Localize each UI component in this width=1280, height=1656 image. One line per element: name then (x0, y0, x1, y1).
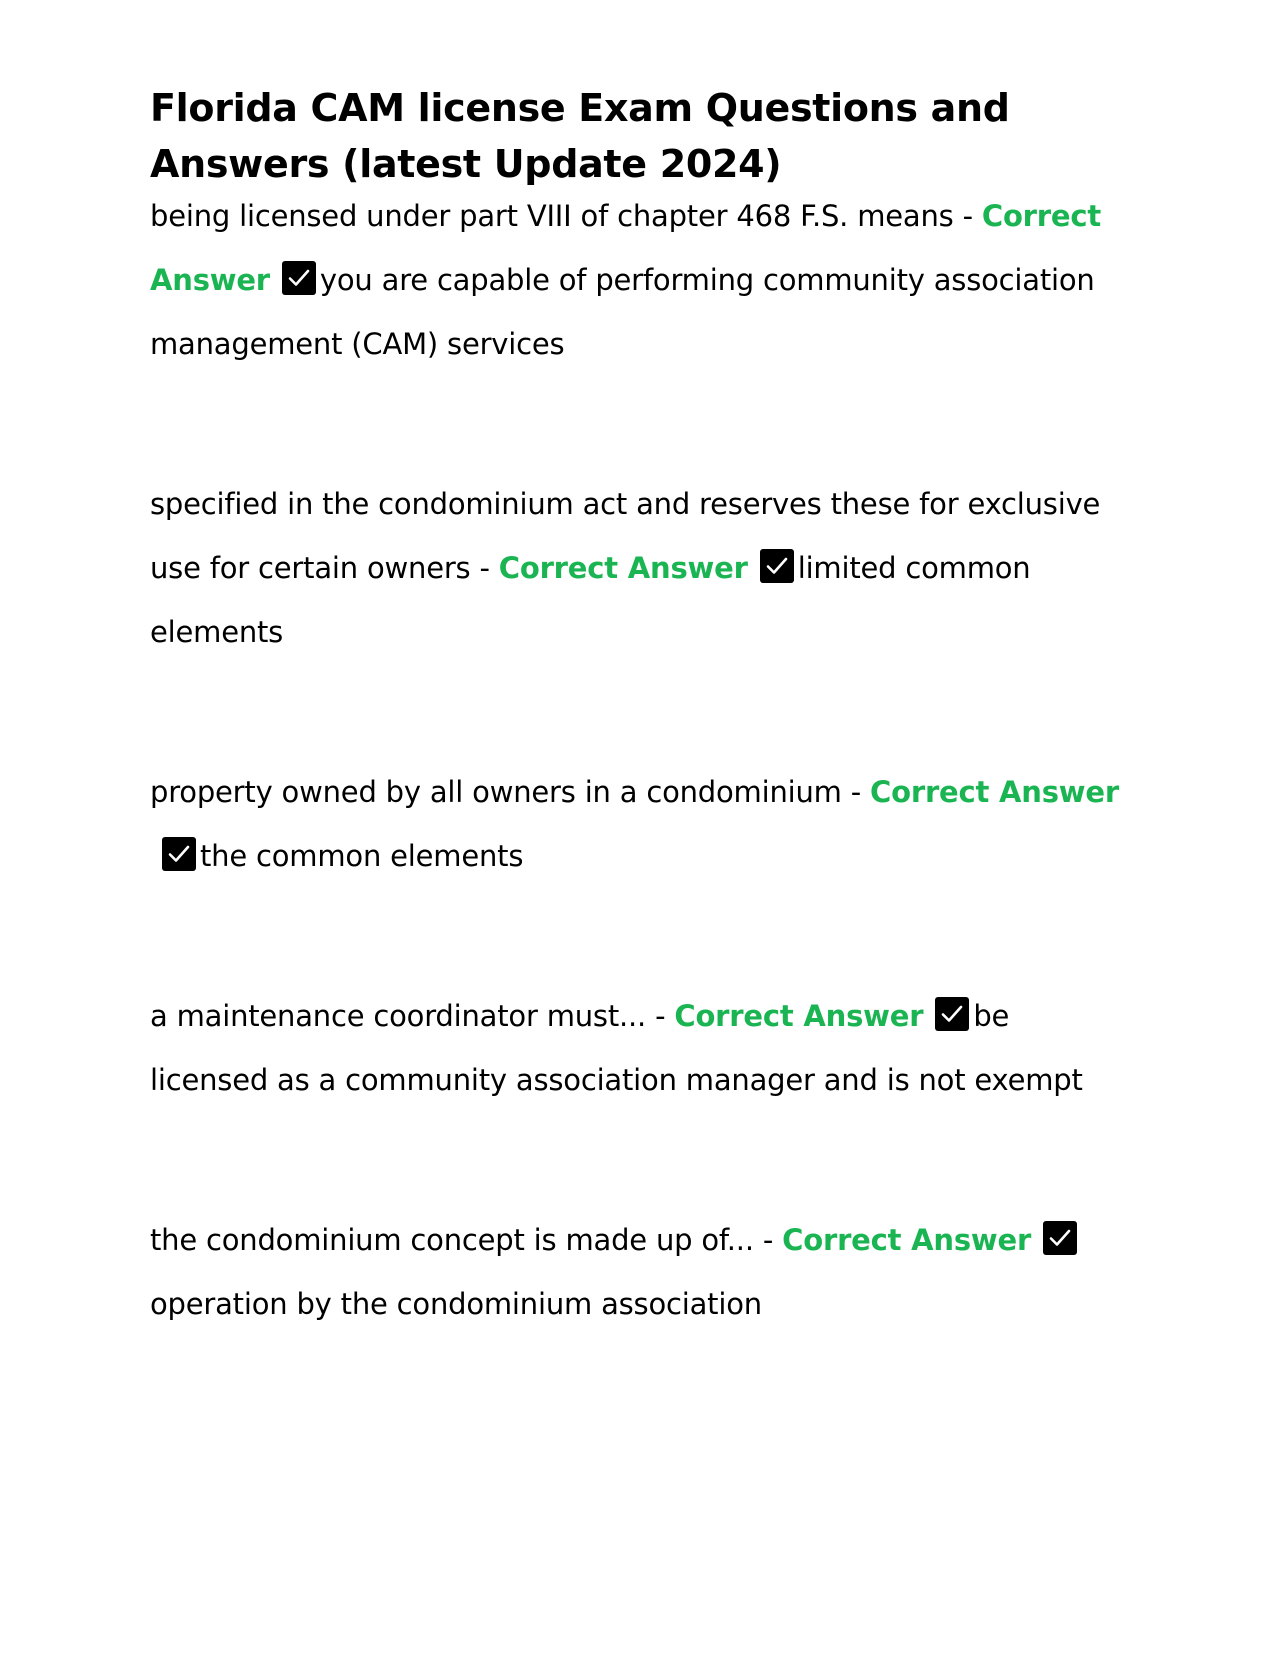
checkmark-box-icon (760, 549, 794, 583)
answer-text: the common elements (200, 839, 524, 873)
answer-text: operation by the condominium association (150, 1287, 762, 1321)
checkmark-box-icon (282, 261, 316, 295)
qa-item (150, 984, 1120, 1112)
correct-answer-label: Correct Answer (782, 1223, 1032, 1257)
correct-answer-label: Correct Answer (674, 999, 924, 1033)
question-text: specified in the condominium act and reserves these for exclusive use for certain owners - (150, 487, 1101, 585)
checkmark-box-icon (1043, 1221, 1077, 1255)
checkmark-box-icon (162, 837, 196, 871)
document-title: Florida CAM license Exam Questions and Answers (latest Update 2024) (150, 86, 1010, 186)
question-text: property owned by all owners in a condominium - (150, 775, 871, 809)
qa-item (150, 1208, 1120, 1336)
qa-item (150, 760, 1120, 888)
correct-answer-label: Correct Answer (870, 775, 1119, 809)
correct-answer-label: Correct Answer (150, 199, 1102, 297)
checkmark-box-icon (935, 997, 969, 1031)
document-page (150, 0, 1120, 1336)
question-text: the condominium concept is made up of... - (150, 1223, 783, 1257)
answer-text: you are capable of performing community association management (CAM) services (150, 263, 1095, 361)
answer-text: limited common elements (150, 551, 1031, 649)
qa-item (150, 472, 1120, 664)
qa-item (150, 184, 1120, 376)
correct-answer-label: Correct Answer (498, 551, 748, 585)
question-text: a maintenance coordinator must... - (150, 999, 675, 1033)
question-text: being licensed under part VIII of chapter 468 F.S. means - (150, 199, 982, 233)
answer-text: be licensed as a community association manager and is not exempt (150, 999, 1083, 1097)
